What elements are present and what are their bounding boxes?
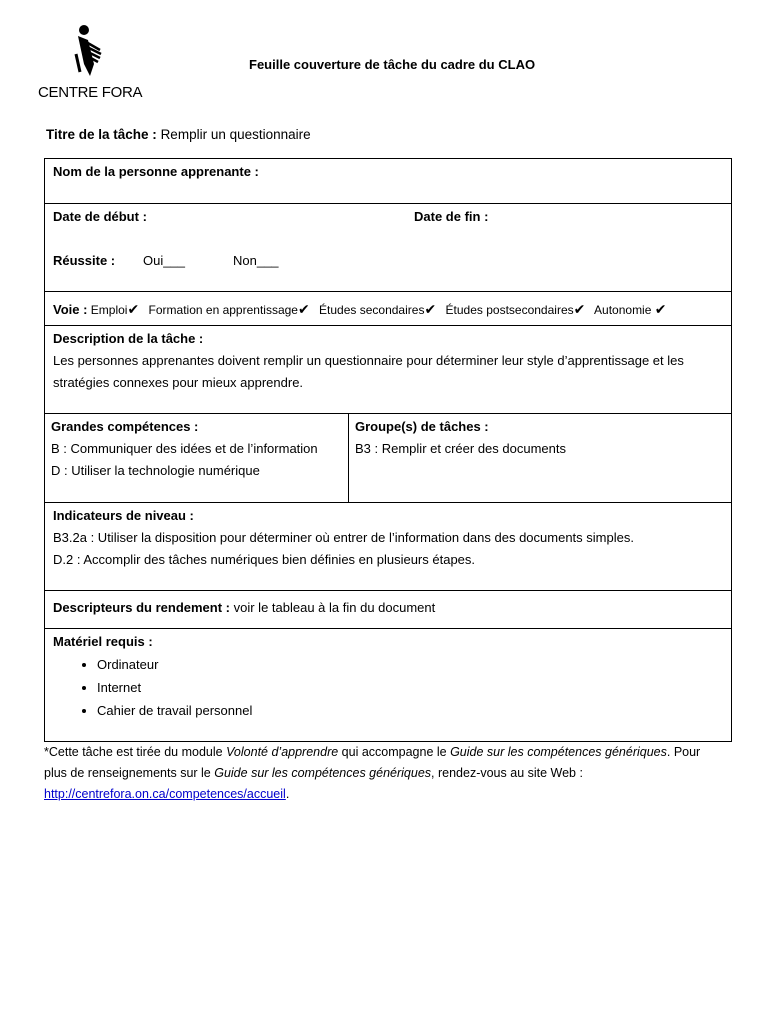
descripteurs-text: voir le tableau à la fin du document <box>233 600 436 615</box>
logo-text: CENTRE FORA <box>38 84 143 101</box>
description-row <box>45 326 731 414</box>
description-text: Les personnes apprenantes doivent remplir un questionnaire pour déterminer leur style d’apprentissage et les stratégies connexes pour mieux apprendre. <box>53 353 684 390</box>
task-title <box>46 127 311 142</box>
groupe-item: B3 : Remplir et créer des documents <box>355 441 566 456</box>
footnote-text: . <box>285 787 290 801</box>
descripteurs-label: Descripteurs du rendement : <box>53 600 230 615</box>
learner-name-row <box>45 159 731 204</box>
competence-item: B : Communiquer des idées et de l’information <box>51 441 318 456</box>
success-oui: Oui___ <box>143 253 185 268</box>
voie-item: Autonomie <box>594 303 652 317</box>
competences-label: Grandes compétences : <box>51 419 199 434</box>
voie-item: Études postsecondaires <box>445 303 574 317</box>
check-icon: ✔ <box>654 301 667 317</box>
footnote-text: qui accompagne le <box>338 745 451 759</box>
check-icon: ✔ <box>297 301 310 317</box>
descripteurs-row <box>45 591 731 629</box>
competences-link[interactable]: http://centrefora.on.ca/competences/accueil <box>44 787 286 801</box>
guide-title: Guide sur les compétences génériques <box>450 745 667 759</box>
list-item: • Internet <box>97 676 723 699</box>
end-date-label: Date de fin : <box>414 209 489 224</box>
task-title-value: Remplir un questionnaire <box>160 127 311 142</box>
document-title: Feuille couverture de tâche du cadre du CLAO <box>249 57 536 72</box>
list-item: • Cahier de travail personnel <box>97 699 723 722</box>
footnote-text: *Cette tâche est tirée du module <box>44 745 227 759</box>
start-date-label: Date de début : <box>53 209 147 224</box>
voie-label: Voie : <box>53 302 88 317</box>
cover-sheet-form <box>44 158 732 742</box>
competences-cell <box>45 414 349 502</box>
learner-name-label: Nom de la personne apprenante : <box>53 164 259 179</box>
list-item: • Ordinateur <box>97 653 723 676</box>
check-icon: ✔ <box>127 301 140 317</box>
voie-item: Emploi <box>90 303 128 317</box>
competences-row <box>45 414 731 503</box>
groupes-cell <box>349 414 731 502</box>
check-icon: ✔ <box>424 301 437 317</box>
task-title-label: Titre de la tâche : <box>46 127 157 142</box>
description-label: Description de la tâche : <box>53 331 204 346</box>
materiel-label: Matériel requis : <box>53 634 153 649</box>
quill-logo-icon <box>64 24 114 80</box>
materiel-list <box>53 653 723 722</box>
check-icon: ✔ <box>573 301 586 317</box>
voie-item: Formation en apprentissage <box>148 303 298 317</box>
competence-item: D : Utiliser la technologie numérique <box>51 463 260 478</box>
voie-row <box>45 292 731 326</box>
voie-item: Études secondaires <box>319 303 425 317</box>
guide-title: Guide sur les compétences génériques <box>214 766 432 780</box>
indicateur-item: B3.2a : Utiliser la disposition pour déterminer où entrer de l’information dans des documents simples. <box>53 530 634 545</box>
indicateurs-row <box>45 503 731 591</box>
module-title: Volonté d’apprendre <box>226 745 339 759</box>
materiel-row <box>45 629 731 741</box>
indicateur-item: D.2 : Accomplir des tâches numériques bien définies en plusieurs étapes. <box>53 552 476 567</box>
dates-row <box>45 204 731 292</box>
footnote-text: , rendez-vous au site Web : <box>431 766 583 780</box>
groupes-label: Groupe(s) de tâches : <box>355 419 489 434</box>
footnote <box>44 742 724 805</box>
footnote-text: . Pour plus de renseignements sur le <box>44 745 701 780</box>
centre-fora-logo <box>38 24 148 104</box>
success-non: Non___ <box>233 253 279 268</box>
success-label: Réussite : <box>53 253 116 268</box>
indicateurs-label: Indicateurs de niveau : <box>53 508 194 523</box>
